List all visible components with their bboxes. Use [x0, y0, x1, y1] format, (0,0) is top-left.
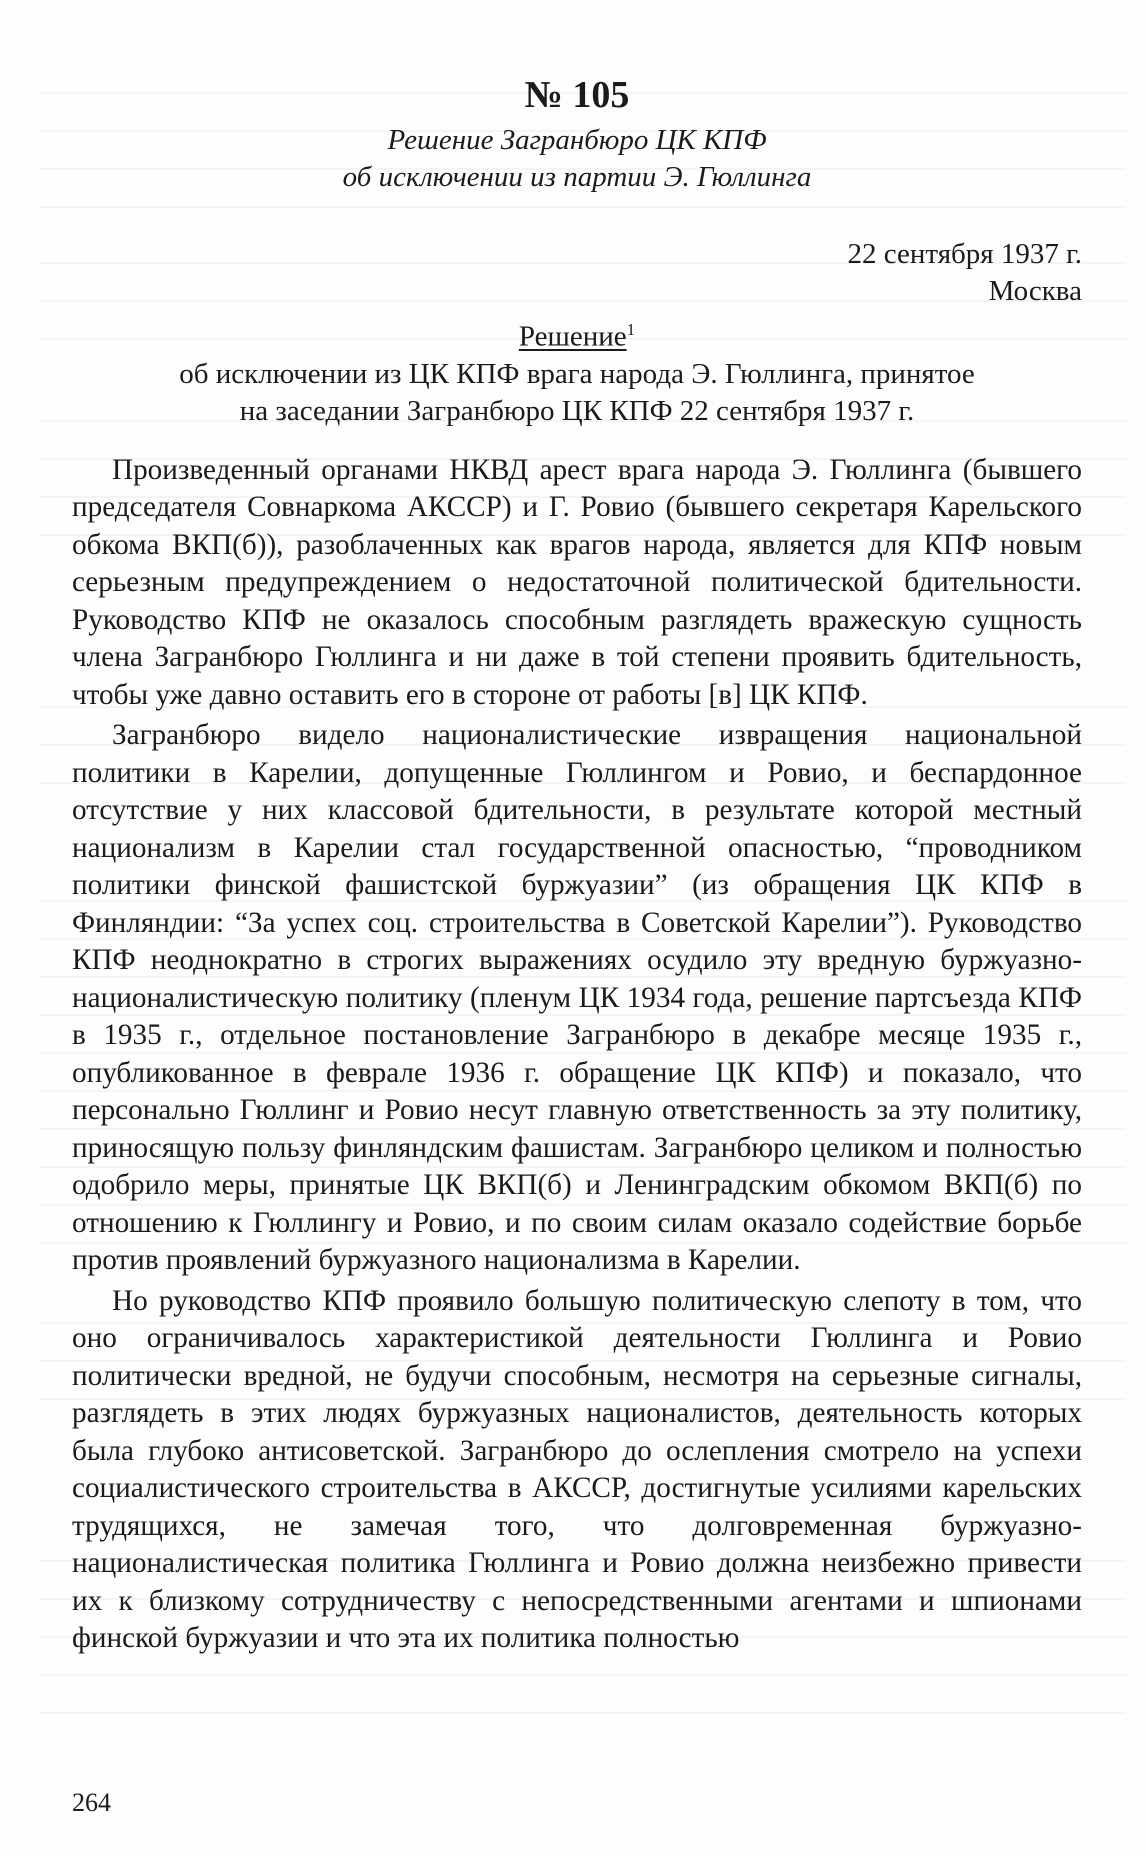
document-place: Москва — [988, 275, 1082, 307]
footnote-mark: 1 — [626, 320, 636, 339]
document-number: № 105 — [524, 74, 630, 116]
resolution-word: Решение — [518, 320, 627, 353]
document-title-line-2: об исключении из партии Э. Гюллинга — [342, 161, 812, 193]
resolution-subtitle-line-1: об исключении из ЦК КПФ врага народа Э. Гюллинга, принятое — [179, 357, 975, 390]
resolution-subtitle-line-2: на заседании Загранбюро ЦК КПФ 22 сентября 1937 г. — [239, 394, 915, 427]
body-paragraph-2: Загранбюро видело националистические извращения национальной политики в Карелии, допущенные Гюллингом и Ровио, и беспардонное отсутствие у них классовой бдительности, в результате которой местный национализм в Карелии стал государственной опасностью, “проводником политики финской фашистской буржуазии” (из обращения ЦК КПФ в Финляндии: “За успех соц. строительства в Советской Карелии”). Руководство КПФ неоднократно в строгих выражениях осудило эту вредную буржуазно-националистическую политику (пленум ЦК 1934 года, решение партсъезда КПФ в 1935 г., отдельное постановление Загранбюро в декабре месяце 1935 г., опубликованное в феврале 1936 г. обращение ЦК КПФ) и показало, что персонально Гюллинг и Ровио несут главную ответственность за эту политику, приносящую пользу финляндским фашистам. Загранбюро целиком и полностью одобрило меры, принятые ЦК ВКП(б) и Ленинградским обкомом ВКП(б) по отношению к Гюллингу и Ровио, и по своим силам оказало содействие борьбе против проявлений буржуазного национализма в Карелии. — [72, 719, 1082, 1277]
body-paragraph-3: Но руководство КПФ проявило большую политическую слепоту в том, что оно ограничивалось характеристикой деятельности Гюллинга и Ровио политически вредной, не будучи способным, несмотря на серьезные сигналы, разглядеть в этих людях буржуазных националистов, деятельность которых была глубоко антисоветской. Загранбюро до ослепления смотрело на успехи социалистического строительства в АКССР, достигнутые усилиями карельских трудящихся, не замечая того, что долговременная буржуазно-националистическая политика Гюллинга и Ровио должна неизбежно привести их к близкому сотрудничеству с непосредственными агентами и шпионами финской буржуазии и что эта их политика полностью — [72, 1284, 1082, 1655]
resolution-heading — [72, 311, 1082, 356]
document-title-line-1: Решение Загранбюро ЦК КПФ — [387, 124, 767, 156]
body-paragraph-1: Произведенный органами НКВД арест врага народа Э. Гюллинга (бывшего председателя Совнаркома АКССР) и Г. Ровио (бывшего секретаря Карельского обкома ВКП(б)), разоблаченных как врагов народа, является для КПФ новым серьезным предупреждением о недостаточной политической бдительности. Руководство КПФ не оказалось способным разглядеть вражескую сущность члена Загранбюро Гюллинга и ни даже в той степени проявить бдительность, чтобы уже давно оставить его в стороне от работы [в] ЦК КПФ. — [72, 453, 1082, 711]
page-number: 264 — [72, 1788, 111, 1817]
document-page — [72, 72, 1082, 1661]
resolution-subtitle — [72, 356, 1082, 430]
document-date: 22 сентября 1937 г. — [847, 238, 1082, 270]
